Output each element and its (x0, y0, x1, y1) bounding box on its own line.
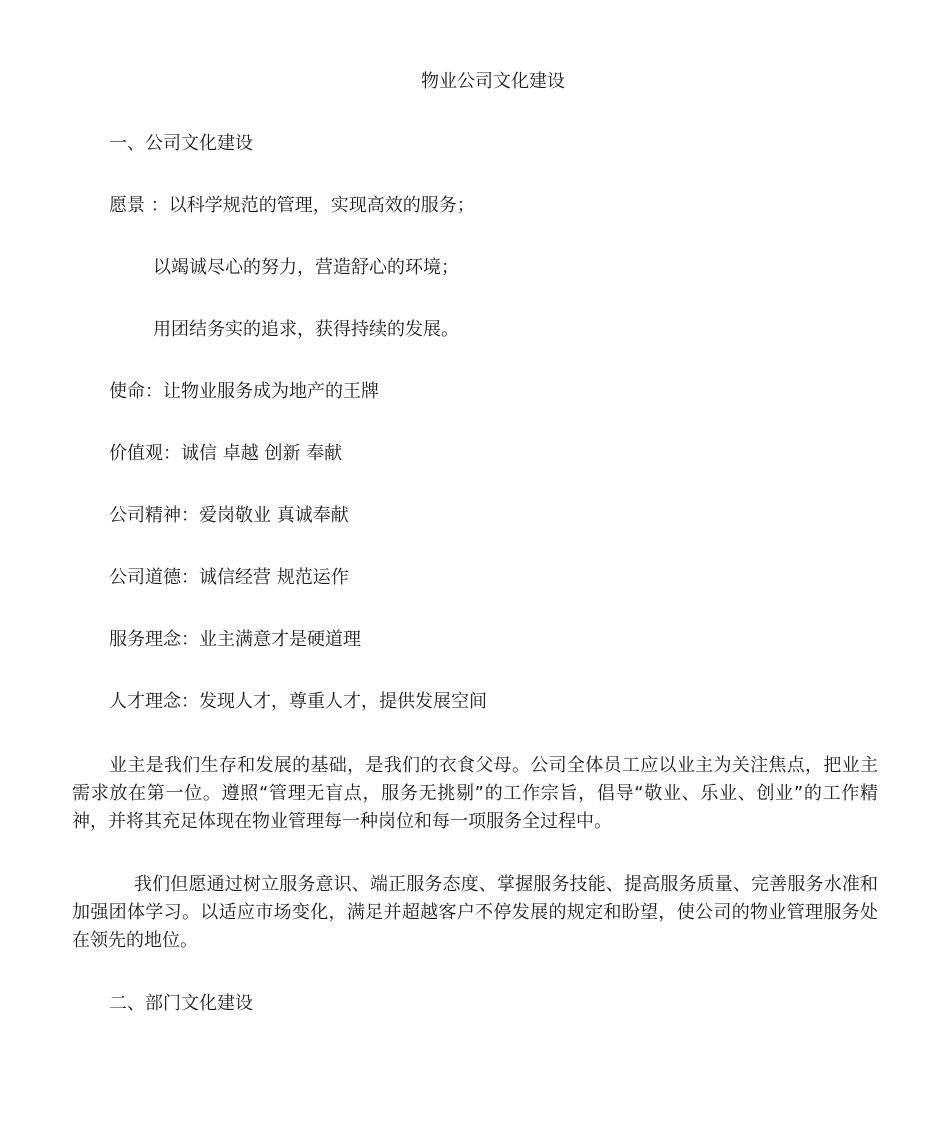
vision-line-1: 愿景 ：以科学规范的管理，实现高效的服务； (109, 195, 475, 216)
section-heading-company-culture: 一、公司文化建设 (109, 133, 253, 154)
section-heading-department-culture: 二、部门文化建设 (109, 993, 253, 1014)
body-paragraph-service-goals: 我们但愿通过树立服务意识、端正服务态度、掌握服务技能、提高服务质量、完善服务水准和加强团体学习。以适应市场变化，满足并超越客户不停发展的规定和盼望，使公司的物业管理服务处在领先的地位。 (72, 874, 878, 951)
talent-concept-line: 人才理念：发现人才，尊重人才，提供发展空间 (109, 691, 487, 712)
company-spirit-line: 公司精神：爱岗敬业 真诚奉献 (109, 505, 349, 526)
document-title: 物业公司文化建设 (421, 71, 565, 92)
vision-line-2: 以竭诚尽心的努力，营造舒心的环境； (153, 257, 459, 278)
vision-line-3: 用团结务实的追求，获得持续的发展。 (153, 319, 459, 340)
service-concept-line: 服务理念：业主满意才是硬道理 (109, 629, 361, 650)
body-paragraph-owners: 业主是我们生存和发展的基础，是我们的衣食父母。公司全体员工应以业主为关注焦点，把业主需求放在第一位。遵照“管理无盲点，服务无挑剔”的工作宗旨，倡导“敬业、乐业、创业”的工作精神，并将其充足体现在物业管理每一种岗位和每一项服务全过程中。 (72, 755, 878, 832)
mission-line: 使命：让物业服务成为地产的王牌 (109, 381, 379, 402)
company-ethics-line: 公司道德：诚信经营 规范运作 (109, 567, 349, 588)
values-line: 价值观：诚信 卓越 创新 奉献 (109, 443, 343, 464)
